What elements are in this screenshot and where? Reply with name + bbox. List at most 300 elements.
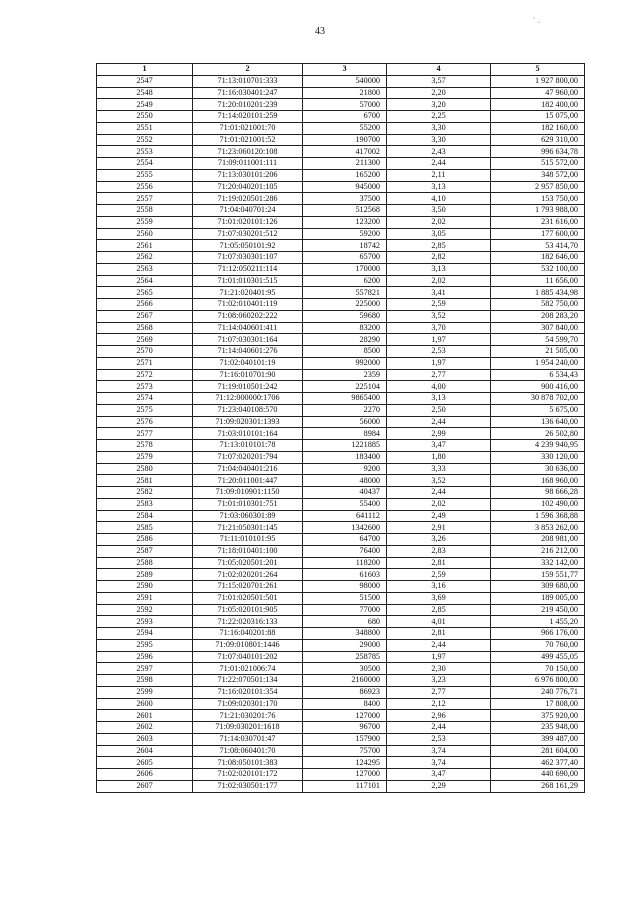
rate-cell: 3,23 bbox=[387, 675, 491, 687]
cadastral-number-cell: 71:05:020101:905 bbox=[193, 604, 303, 616]
cadastral-number-cell: 71:09:010901:1150 bbox=[193, 487, 303, 499]
rate-cell: 2,43 bbox=[387, 146, 491, 158]
row-number-cell: 2573 bbox=[97, 381, 193, 393]
table-row bbox=[97, 146, 585, 158]
value-cell: 26 502,80 bbox=[491, 428, 585, 440]
row-number-cell: 2566 bbox=[97, 299, 193, 311]
cadastral-number-cell: 71:01:020101:126 bbox=[193, 216, 303, 228]
area-cell: 37500 bbox=[303, 193, 387, 205]
area-cell: 512568 bbox=[303, 205, 387, 217]
area-cell: 1342600 bbox=[303, 522, 387, 534]
table-row bbox=[97, 463, 585, 475]
area-cell: 8500 bbox=[303, 346, 387, 358]
table-row bbox=[97, 745, 585, 757]
table-row bbox=[97, 193, 585, 205]
rate-cell: 2,77 bbox=[387, 686, 491, 698]
cadastral-number-cell: 71:19:020501:286 bbox=[193, 193, 303, 205]
value-cell: 375 920,00 bbox=[491, 710, 585, 722]
column-header: 2 bbox=[193, 64, 303, 76]
cadastral-number-cell: 71:01:010301:751 bbox=[193, 498, 303, 510]
cadastral-number-cell: 71:14:040601:411 bbox=[193, 322, 303, 334]
area-cell: 61603 bbox=[303, 569, 387, 581]
value-cell: 47 960,00 bbox=[491, 87, 585, 99]
rate-cell: 2,91 bbox=[387, 522, 491, 534]
table-row bbox=[97, 451, 585, 463]
table-row bbox=[97, 428, 585, 440]
row-number-cell: 2582 bbox=[97, 487, 193, 499]
column-header: 3 bbox=[303, 64, 387, 76]
table-row bbox=[97, 299, 585, 311]
value-cell: 30 636,00 bbox=[491, 463, 585, 475]
cadastral-number-cell: 71:07:020201:794 bbox=[193, 451, 303, 463]
rate-cell: 2,44 bbox=[387, 722, 491, 734]
row-number-cell: 2581 bbox=[97, 475, 193, 487]
cadastral-number-cell: 71:04:040701:24 bbox=[193, 205, 303, 217]
value-cell: 629 310,00 bbox=[491, 134, 585, 146]
row-number-cell: 2562 bbox=[97, 252, 193, 264]
area-cell: 64700 bbox=[303, 534, 387, 546]
cadastral-number-cell: 71:08:050101:383 bbox=[193, 757, 303, 769]
area-cell: 76400 bbox=[303, 545, 387, 557]
row-number-cell: 2583 bbox=[97, 498, 193, 510]
rate-cell: 2,53 bbox=[387, 346, 491, 358]
value-cell: 216 212,00 bbox=[491, 545, 585, 557]
value-cell: 515 572,00 bbox=[491, 158, 585, 170]
row-number-cell: 2564 bbox=[97, 275, 193, 287]
value-cell: 182 160,00 bbox=[491, 122, 585, 134]
table-row bbox=[97, 663, 585, 675]
cadastral-number-cell: 71:02:020201:264 bbox=[193, 569, 303, 581]
row-number-cell: 2603 bbox=[97, 733, 193, 745]
cadastral-number-cell: 71:09:011001:111 bbox=[193, 158, 303, 170]
value-cell: 208 283,20 bbox=[491, 310, 585, 322]
cadastral-number-cell: 71:03:010101:164 bbox=[193, 428, 303, 440]
area-cell: 123200 bbox=[303, 216, 387, 228]
rate-cell: 2,83 bbox=[387, 545, 491, 557]
rate-cell: 2,59 bbox=[387, 569, 491, 581]
row-number-cell: 2601 bbox=[97, 710, 193, 722]
rate-cell: 1,97 bbox=[387, 334, 491, 346]
value-cell: 177 600,00 bbox=[491, 228, 585, 240]
value-cell: 582 750,00 bbox=[491, 299, 585, 311]
area-cell: 170000 bbox=[303, 263, 387, 275]
value-cell: 11 656,00 bbox=[491, 275, 585, 287]
cadastral-number-cell: 71:20:040201:105 bbox=[193, 181, 303, 193]
cadastral-number-cell: 71:13:030101:206 bbox=[193, 169, 303, 181]
cadastral-number-cell: 71:20:010201:239 bbox=[193, 99, 303, 111]
value-cell: 159 551,77 bbox=[491, 569, 585, 581]
area-cell: 992000 bbox=[303, 357, 387, 369]
value-cell: 6 534,43 bbox=[491, 369, 585, 381]
row-number-cell: 2588 bbox=[97, 557, 193, 569]
area-cell: 258785 bbox=[303, 651, 387, 663]
table-row bbox=[97, 75, 585, 87]
table-row bbox=[97, 698, 585, 710]
row-number-cell: 2574 bbox=[97, 393, 193, 405]
table-row bbox=[97, 310, 585, 322]
rate-cell: 4,01 bbox=[387, 616, 491, 628]
rate-cell: 2,12 bbox=[387, 698, 491, 710]
table-row bbox=[97, 122, 585, 134]
value-cell: 462 377,40 bbox=[491, 757, 585, 769]
table-row bbox=[97, 99, 585, 111]
rate-cell: 2,82 bbox=[387, 252, 491, 264]
area-cell: 225000 bbox=[303, 299, 387, 311]
rate-cell: 3,33 bbox=[387, 463, 491, 475]
area-cell: 540000 bbox=[303, 75, 387, 87]
cadastral-number-cell: 71:08:060401:70 bbox=[193, 745, 303, 757]
area-cell: 28290 bbox=[303, 334, 387, 346]
row-number-cell: 2565 bbox=[97, 287, 193, 299]
value-cell: 70 760,00 bbox=[491, 639, 585, 651]
row-number-cell: 2563 bbox=[97, 263, 193, 275]
value-cell: 4 239 940,95 bbox=[491, 440, 585, 452]
rate-cell: 3,74 bbox=[387, 745, 491, 757]
cadastral-number-cell: 71:01:021001:70 bbox=[193, 122, 303, 134]
table-row bbox=[97, 651, 585, 663]
rate-cell: 3,30 bbox=[387, 134, 491, 146]
value-cell: 98 666,28 bbox=[491, 487, 585, 499]
cadastral-number-cell: 71:05:020501:201 bbox=[193, 557, 303, 569]
table-row bbox=[97, 686, 585, 698]
table-row bbox=[97, 369, 585, 381]
row-number-cell: 2585 bbox=[97, 522, 193, 534]
table-row bbox=[97, 757, 585, 769]
cadastral-number-cell: 71:02:010401:119 bbox=[193, 299, 303, 311]
rate-cell: 3,26 bbox=[387, 534, 491, 546]
rate-cell: 3,57 bbox=[387, 75, 491, 87]
rate-cell: 3,05 bbox=[387, 228, 491, 240]
rate-cell: 3,13 bbox=[387, 181, 491, 193]
area-cell: 118200 bbox=[303, 557, 387, 569]
row-number-cell: 2597 bbox=[97, 663, 193, 675]
rate-cell: 1,97 bbox=[387, 651, 491, 663]
area-cell: 6200 bbox=[303, 275, 387, 287]
rate-cell: 3,20 bbox=[387, 99, 491, 111]
table-row bbox=[97, 252, 585, 264]
rate-cell: 3,52 bbox=[387, 310, 491, 322]
table-row bbox=[97, 263, 585, 275]
value-cell: 240 776,71 bbox=[491, 686, 585, 698]
value-cell: 268 161,29 bbox=[491, 780, 585, 792]
cadastral-number-cell: 71:22:070501:134 bbox=[193, 675, 303, 687]
rate-cell: 1,80 bbox=[387, 451, 491, 463]
rate-cell: 2,44 bbox=[387, 416, 491, 428]
row-number-cell: 2600 bbox=[97, 698, 193, 710]
cadastral-number-cell: 71:16:040201:88 bbox=[193, 628, 303, 640]
value-cell: 399 487,00 bbox=[491, 733, 585, 745]
table-row bbox=[97, 534, 585, 546]
cadastral-number-cell: 71:23:040108:570 bbox=[193, 404, 303, 416]
area-cell: 680 bbox=[303, 616, 387, 628]
cadastral-number-cell: 71:09:010801:1446 bbox=[193, 639, 303, 651]
cadastral-number-cell: 71:21:050301:145 bbox=[193, 522, 303, 534]
area-cell: 83200 bbox=[303, 322, 387, 334]
area-cell: 641112 bbox=[303, 510, 387, 522]
cadastral-number-cell: 71:11:010101:95 bbox=[193, 534, 303, 546]
row-number-cell: 2575 bbox=[97, 404, 193, 416]
value-cell: 182 646,00 bbox=[491, 252, 585, 264]
table-row bbox=[97, 440, 585, 452]
area-cell: 557821 bbox=[303, 287, 387, 299]
cadastral-number-cell: 71:09:020301:1393 bbox=[193, 416, 303, 428]
cadastral-number-cell: 71:01:020501:501 bbox=[193, 592, 303, 604]
rate-cell: 2,20 bbox=[387, 87, 491, 99]
row-number-cell: 2580 bbox=[97, 463, 193, 475]
area-cell: 51500 bbox=[303, 592, 387, 604]
area-cell: 77000 bbox=[303, 604, 387, 616]
rate-cell: 2,85 bbox=[387, 604, 491, 616]
cadastral-number-cell: 71:21:030201:76 bbox=[193, 710, 303, 722]
row-number-cell: 2559 bbox=[97, 216, 193, 228]
row-number-cell: 2606 bbox=[97, 769, 193, 781]
row-number-cell: 2558 bbox=[97, 205, 193, 217]
row-number-cell: 2594 bbox=[97, 628, 193, 640]
rate-cell: 2,02 bbox=[387, 216, 491, 228]
row-number-cell: 2590 bbox=[97, 581, 193, 593]
rate-cell: 3,70 bbox=[387, 322, 491, 334]
area-cell: 9865400 bbox=[303, 393, 387, 405]
registry-table bbox=[96, 63, 585, 793]
cadastral-number-cell: 71:02:040101:19 bbox=[193, 357, 303, 369]
table-row bbox=[97, 592, 585, 604]
table-row bbox=[97, 675, 585, 687]
area-cell: 1221885 bbox=[303, 440, 387, 452]
rate-cell: 2,59 bbox=[387, 299, 491, 311]
cadastral-number-cell: 71:16:030401:247 bbox=[193, 87, 303, 99]
value-cell: 231 616,00 bbox=[491, 216, 585, 228]
row-number-cell: 2579 bbox=[97, 451, 193, 463]
value-cell: 1 885 434,98 bbox=[491, 287, 585, 299]
area-cell: 59200 bbox=[303, 228, 387, 240]
table-row bbox=[97, 628, 585, 640]
value-cell: 5 675,00 bbox=[491, 404, 585, 416]
row-number-cell: 2550 bbox=[97, 111, 193, 123]
area-cell: 165200 bbox=[303, 169, 387, 181]
area-cell: 75700 bbox=[303, 745, 387, 757]
rate-cell: 2,53 bbox=[387, 733, 491, 745]
value-cell: 966 176,00 bbox=[491, 628, 585, 640]
table-row bbox=[97, 205, 585, 217]
table-header-row bbox=[97, 64, 585, 76]
table-row bbox=[97, 487, 585, 499]
row-number-cell: 2607 bbox=[97, 780, 193, 792]
area-cell: 2160000 bbox=[303, 675, 387, 687]
rate-cell: 2,44 bbox=[387, 158, 491, 170]
rate-cell: 2,49 bbox=[387, 510, 491, 522]
area-cell: 56000 bbox=[303, 416, 387, 428]
area-cell: 65700 bbox=[303, 252, 387, 264]
row-number-cell: 2599 bbox=[97, 686, 193, 698]
table-row bbox=[97, 158, 585, 170]
area-cell: 127000 bbox=[303, 710, 387, 722]
area-cell: 117101 bbox=[303, 780, 387, 792]
table-row bbox=[97, 475, 585, 487]
row-number-cell: 2593 bbox=[97, 616, 193, 628]
value-cell: 136 640,00 bbox=[491, 416, 585, 428]
column-header: 1 bbox=[97, 64, 193, 76]
area-cell: 945000 bbox=[303, 181, 387, 193]
row-number-cell: 2570 bbox=[97, 346, 193, 358]
table-row bbox=[97, 616, 585, 628]
rate-cell: 3,13 bbox=[387, 393, 491, 405]
row-number-cell: 2571 bbox=[97, 357, 193, 369]
row-number-cell: 2578 bbox=[97, 440, 193, 452]
value-cell: 102 490,00 bbox=[491, 498, 585, 510]
rate-cell: 3,47 bbox=[387, 440, 491, 452]
row-number-cell: 2561 bbox=[97, 240, 193, 252]
cadastral-number-cell: 71:13:010101:78 bbox=[193, 440, 303, 452]
table-row bbox=[97, 710, 585, 722]
row-number-cell: 2595 bbox=[97, 639, 193, 651]
rate-cell: 3,30 bbox=[387, 122, 491, 134]
area-cell: 18742 bbox=[303, 240, 387, 252]
rate-cell: 3,50 bbox=[387, 205, 491, 217]
row-number-cell: 2569 bbox=[97, 334, 193, 346]
row-number-cell: 2576 bbox=[97, 416, 193, 428]
cadastral-number-cell: 71:03:060301:89 bbox=[193, 510, 303, 522]
row-number-cell: 2568 bbox=[97, 322, 193, 334]
table-row bbox=[97, 346, 585, 358]
area-cell: 55400 bbox=[303, 498, 387, 510]
cadastral-number-cell: 71:15:020701:261 bbox=[193, 581, 303, 593]
row-number-cell: 2587 bbox=[97, 545, 193, 557]
table-body bbox=[97, 75, 585, 792]
rate-cell: 2,11 bbox=[387, 169, 491, 181]
table-row bbox=[97, 381, 585, 393]
row-number-cell: 2589 bbox=[97, 569, 193, 581]
table-row bbox=[97, 510, 585, 522]
table-row bbox=[97, 275, 585, 287]
rate-cell: 3,69 bbox=[387, 592, 491, 604]
value-cell: 307 840,00 bbox=[491, 322, 585, 334]
value-cell: 54 599,70 bbox=[491, 334, 585, 346]
row-number-cell: 2555 bbox=[97, 169, 193, 181]
row-number-cell: 2567 bbox=[97, 310, 193, 322]
row-number-cell: 2602 bbox=[97, 722, 193, 734]
area-cell: 57000 bbox=[303, 99, 387, 111]
table-row bbox=[97, 111, 585, 123]
value-cell: 1 954 240,00 bbox=[491, 357, 585, 369]
area-cell: 2270 bbox=[303, 404, 387, 416]
area-cell: 157900 bbox=[303, 733, 387, 745]
row-number-cell: 2598 bbox=[97, 675, 193, 687]
table-row bbox=[97, 322, 585, 334]
cadastral-number-cell: 71:07:030301:164 bbox=[193, 334, 303, 346]
value-cell: 532 100,00 bbox=[491, 263, 585, 275]
column-header: 4 bbox=[387, 64, 491, 76]
cadastral-number-cell: 71:16:010701:90 bbox=[193, 369, 303, 381]
area-cell: 2359 bbox=[303, 369, 387, 381]
value-cell: 281 604,00 bbox=[491, 745, 585, 757]
area-cell: 40437 bbox=[303, 487, 387, 499]
cadastral-number-cell: 71:21:020401:95 bbox=[193, 287, 303, 299]
cadastral-number-cell: 71:09:020301:170 bbox=[193, 698, 303, 710]
area-cell: 190700 bbox=[303, 134, 387, 146]
rate-cell: 3,74 bbox=[387, 757, 491, 769]
table-row bbox=[97, 169, 585, 181]
cadastral-number-cell: 71:18:010401:100 bbox=[193, 545, 303, 557]
area-cell: 348800 bbox=[303, 628, 387, 640]
table-row bbox=[97, 557, 585, 569]
cadastral-number-cell: 71:05:050101:92 bbox=[193, 240, 303, 252]
column-header: 5 bbox=[491, 64, 585, 76]
rate-cell: 2,30 bbox=[387, 663, 491, 675]
cadastral-number-cell: 71:01:010301:515 bbox=[193, 275, 303, 287]
cadastral-number-cell: 71:09:030201:1618 bbox=[193, 722, 303, 734]
row-number-cell: 2604 bbox=[97, 745, 193, 757]
value-cell: 3 853 262,00 bbox=[491, 522, 585, 534]
value-cell: 1 596 368,88 bbox=[491, 510, 585, 522]
rate-cell: 1,97 bbox=[387, 357, 491, 369]
value-cell: 70 150,00 bbox=[491, 663, 585, 675]
cadastral-number-cell: 71:22:020316:133 bbox=[193, 616, 303, 628]
table-row bbox=[97, 545, 585, 557]
value-cell: 30 878 702,00 bbox=[491, 393, 585, 405]
cadastral-number-cell: 71:23:060120:108 bbox=[193, 146, 303, 158]
value-cell: 21 505,00 bbox=[491, 346, 585, 358]
row-number-cell: 2560 bbox=[97, 228, 193, 240]
value-cell: 440 690,00 bbox=[491, 769, 585, 781]
row-number-cell: 2605 bbox=[97, 757, 193, 769]
value-cell: 219 450,00 bbox=[491, 604, 585, 616]
row-number-cell: 2577 bbox=[97, 428, 193, 440]
table-row bbox=[97, 181, 585, 193]
cadastral-number-cell: 71:12:000000:1706 bbox=[193, 393, 303, 405]
rate-cell: 2,02 bbox=[387, 275, 491, 287]
table-row bbox=[97, 569, 585, 581]
cadastral-number-cell: 71:02:020101:172 bbox=[193, 769, 303, 781]
value-cell: 17 808,00 bbox=[491, 698, 585, 710]
area-cell: 48000 bbox=[303, 475, 387, 487]
value-cell: 235 948,00 bbox=[491, 722, 585, 734]
value-cell: 6 976 800,00 bbox=[491, 675, 585, 687]
value-cell: 168 960,00 bbox=[491, 475, 585, 487]
row-number-cell: 2572 bbox=[97, 369, 193, 381]
cadastral-number-cell: 71:01:021006:74 bbox=[193, 663, 303, 675]
cadastral-number-cell: 71:14:030701:47 bbox=[193, 733, 303, 745]
area-cell: 6700 bbox=[303, 111, 387, 123]
table-row bbox=[97, 228, 585, 240]
value-cell: 1 793 988,00 bbox=[491, 205, 585, 217]
value-cell: 15 075,00 bbox=[491, 111, 585, 123]
area-cell: 55200 bbox=[303, 122, 387, 134]
area-cell: 9200 bbox=[303, 463, 387, 475]
cadastral-number-cell: 71:20:011001:447 bbox=[193, 475, 303, 487]
table-row bbox=[97, 604, 585, 616]
rate-cell: 2,02 bbox=[387, 498, 491, 510]
cadastral-number-cell: 71:07:030201:512 bbox=[193, 228, 303, 240]
value-cell: 1 455,20 bbox=[491, 616, 585, 628]
rate-cell: 3,41 bbox=[387, 287, 491, 299]
area-cell: 96700 bbox=[303, 722, 387, 734]
rate-cell: 2,81 bbox=[387, 628, 491, 640]
value-cell: 348 572,00 bbox=[491, 169, 585, 181]
row-number-cell: 2556 bbox=[97, 181, 193, 193]
area-cell: 21800 bbox=[303, 87, 387, 99]
row-number-cell: 2551 bbox=[97, 122, 193, 134]
value-cell: 208 981,00 bbox=[491, 534, 585, 546]
rate-cell: 2,77 bbox=[387, 369, 491, 381]
area-cell: 59680 bbox=[303, 310, 387, 322]
area-cell: 8400 bbox=[303, 698, 387, 710]
rate-cell: 2,99 bbox=[387, 428, 491, 440]
area-cell: 98000 bbox=[303, 581, 387, 593]
area-cell: 124295 bbox=[303, 757, 387, 769]
cadastral-number-cell: 71:08:060202:222 bbox=[193, 310, 303, 322]
table-row bbox=[97, 522, 585, 534]
rate-cell: 2,25 bbox=[387, 111, 491, 123]
